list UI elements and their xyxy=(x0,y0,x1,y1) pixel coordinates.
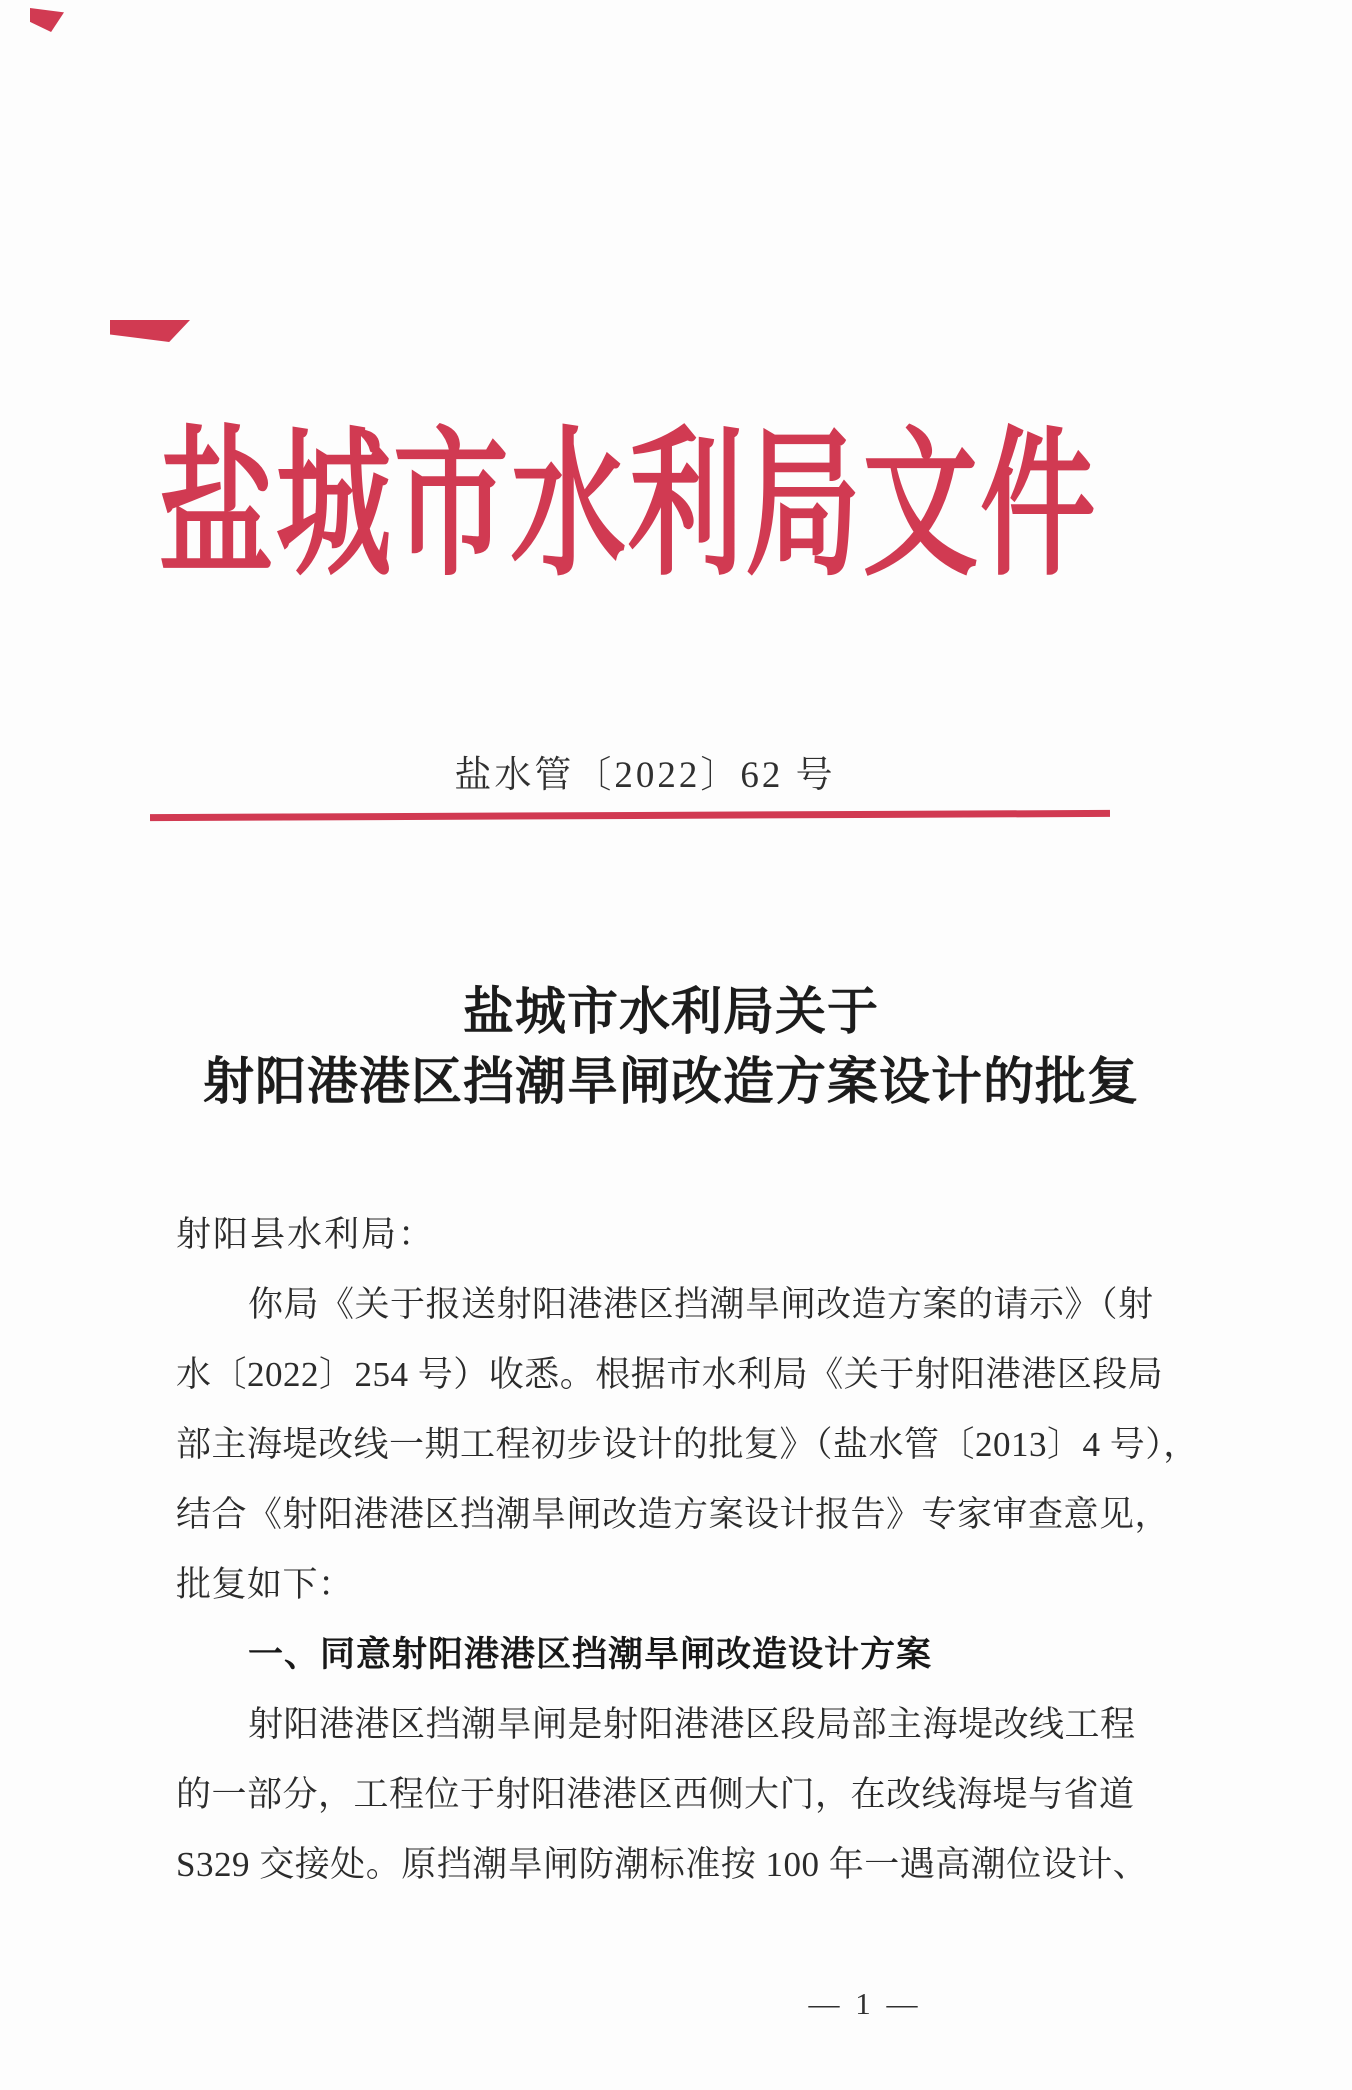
paragraph1-line5: 批复如下： xyxy=(176,1565,354,1604)
document-body xyxy=(176,1200,1199,1900)
paragraph1-line4: 结合《射阳港港区挡潮旱闸改造方案设计报告》专家审查意见， xyxy=(176,1495,1171,1534)
document-number: 盐水管〔2022〕62 号 xyxy=(454,755,836,796)
paragraph1-line3: 部主海堤改线一期工程初步设计的批复》（盐水管〔2013〕4 号）， xyxy=(176,1425,1199,1464)
document-title-line2: 射阳港港区挡潮旱闸改造方案设计的批复 xyxy=(202,1055,1139,1111)
red-divider-line xyxy=(150,810,1110,821)
paragraph2-line1: 射阳港港区挡潮旱闸是射阳港港区段局部主海堤改线工程 xyxy=(248,1705,1136,1744)
paragraph1-line2: 水〔2022〕254 号）收悉。根据市水利局《关于射阳港港区段局 xyxy=(176,1355,1164,1394)
document-title-line1: 盐城市水利局关于 xyxy=(462,985,879,1041)
paragraph2-line3: S329 交接处。原挡潮旱闸防潮标准按 100 年一遇高潮位设计、 xyxy=(176,1845,1149,1884)
red-scan-mark-corner xyxy=(30,8,64,32)
paragraph2-line2: 的一部分，工程位于射阳港港区西侧大门，在改线海堤与省道 xyxy=(176,1775,1135,1814)
letterhead xyxy=(0,417,1255,595)
red-scan-mark xyxy=(110,320,190,342)
letterhead-agency-title: 盐城市水利局文件 xyxy=(158,417,1097,595)
document-title xyxy=(176,978,1166,1118)
salutation: 射阳县水利局： xyxy=(176,1215,436,1254)
page-number: — 1 — xyxy=(808,1986,922,2021)
paragraph1-line1: 你局《关于报送射阳港港区挡潮旱闸改造方案的请示》（射 xyxy=(248,1285,1154,1324)
section1-heading: 一、同意射阳港港区挡潮旱闸改造设计方案 xyxy=(248,1635,933,1674)
